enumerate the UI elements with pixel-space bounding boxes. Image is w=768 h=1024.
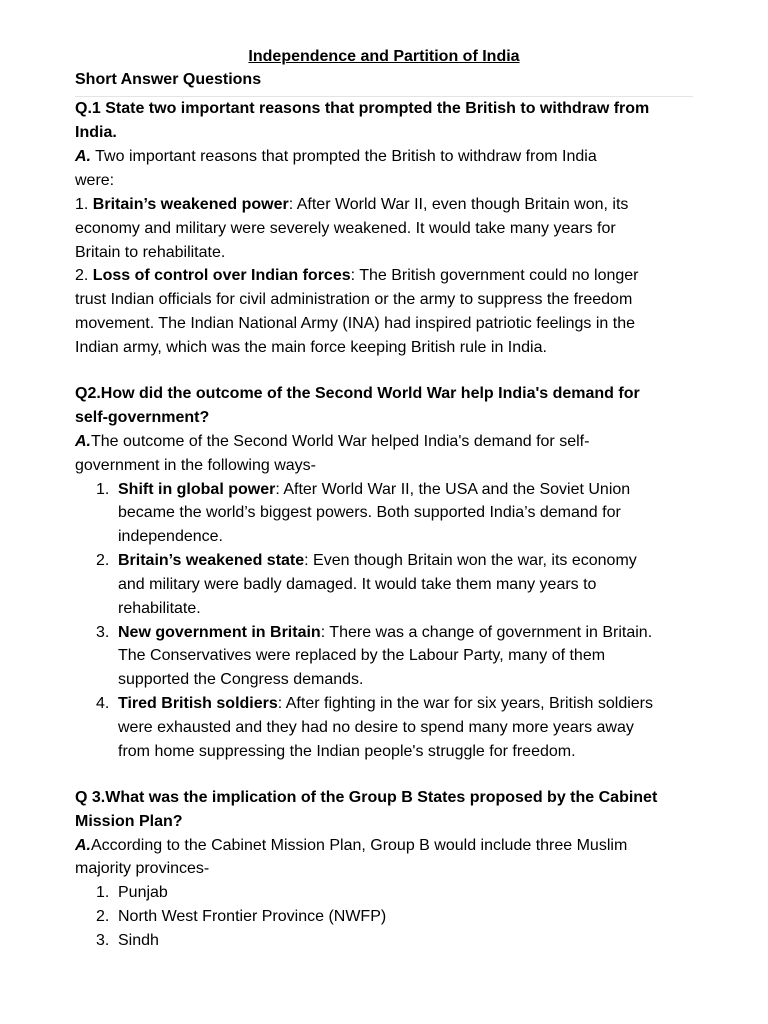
divider [75,96,693,97]
list-number: 4. [96,695,110,712]
point-text: : The British government could no longer [350,267,639,284]
q1-point1-line2: economy and military were severely weakened. It would take many years for [75,220,616,237]
list-text: : After fighting in the war for six years, British soldiers [277,695,654,712]
q2-list-item-1-line3: independence. [118,528,223,545]
q2-list-item-4 [96,694,653,714]
list-text: North West Frontier Province (NWFP) [118,908,387,925]
q2-answer-line1 [75,432,589,452]
q3-list-item-2 [96,907,386,927]
list-number: 3. [96,932,110,949]
q3-answer-line1 [75,836,627,856]
point-number: 1. [75,196,93,213]
list-heading: Britain’s weakened state [118,552,305,569]
q1-point1-line3: Britain to rehabilitate. [75,244,226,261]
q3-list-item-1 [96,883,168,903]
q2-list-item-4-line3: from home suppressing the Indian people's struggle for freedom. [118,743,576,760]
q2-list-item-2-line2: and military were badly damaged. It would take them many years to [118,576,597,593]
q3-question-line1: Q 3.What was the implication of the Group B States proposed by the Cabinet [75,789,658,806]
answer-text: The outcome of the Second World War helped India's demand for self- [91,433,590,450]
list-text: Punjab [118,884,168,901]
list-number: 3. [96,624,110,641]
document-title: Independence and Partition of India [248,48,520,65]
point-text: : After World War II, even though Britain won, its [288,196,629,213]
q1-point2-line3: movement. The Indian National Army (INA) had inspired patriotic feelings in the [75,315,635,332]
q1-point2-line2: trust Indian officials for civil administration or the army to suppress the freedom [75,291,633,308]
list-heading: New government in Britain [118,624,321,641]
point-number: 2. [75,267,93,284]
list-number: 1. [96,481,110,498]
q2-list-item-3 [96,623,652,643]
q1-question-line2: India. [75,124,117,141]
list-heading: Tired British soldiers [118,695,278,712]
q1-point2-line1 [75,266,639,286]
q2-list-item-1 [96,480,630,500]
answer-text: According to the Cabinet Mission Plan, Group B would include three Muslim [91,837,628,854]
list-number: 1. [96,884,110,901]
q2-list-item-3-line2: The Conservatives were replaced by the Labour Party, many of them [118,647,606,664]
q2-list-item-1-line2: became the world’s biggest powers. Both supported India’s demand for [118,504,621,521]
list-text: : There was a change of government in Britain. [320,624,653,641]
q1-question-line1: Q.1 State two important reasons that prompted the British to withdraw from [75,100,650,117]
q2-list-item-3-line3: supported the Congress demands. [118,671,364,688]
q1-point1-line1 [75,195,628,215]
q3-answer-line2: majority provinces- [75,860,210,877]
q2-question-line2: self-government? [75,409,210,426]
q3-list-item-3 [96,931,159,951]
point-heading: Loss of control over Indian forces [92,267,351,284]
q3-question-line2: Mission Plan? [75,813,183,830]
q1-point2-line4: Indian army, which was the main force keeping British rule in India. [75,339,547,356]
q2-list-item-2 [96,551,637,571]
list-heading: Shift in global power [118,481,276,498]
section-heading: Short Answer Questions [75,71,262,88]
q1-answer-line1 [75,147,597,167]
list-text: : After World War II, the USA and the Soviet Union [275,481,631,498]
q2-answer-line2: government in the following ways- [75,457,317,474]
point-heading: Britain’s weakened power [92,196,289,213]
answer-label: A. [75,433,91,450]
list-text: Sindh [118,932,159,949]
list-number: 2. [96,552,110,569]
q2-list-item-4-line2: were exhausted and they had no desire to spend many more years away [118,719,634,736]
q2-list-item-2-line3: rehabilitate. [118,600,201,617]
answer-text: Two important reasons that prompted the British to withdraw from India [91,148,597,165]
q2-question-line1: Q2.How did the outcome of the Second World War help India's demand for [75,385,640,402]
list-number: 2. [96,908,110,925]
answer-label: A. [75,837,91,854]
answer-label: A. [75,148,91,165]
list-text: : Even though Britain won the war, its economy [304,552,637,569]
q1-answer-line2: were: [75,172,115,189]
